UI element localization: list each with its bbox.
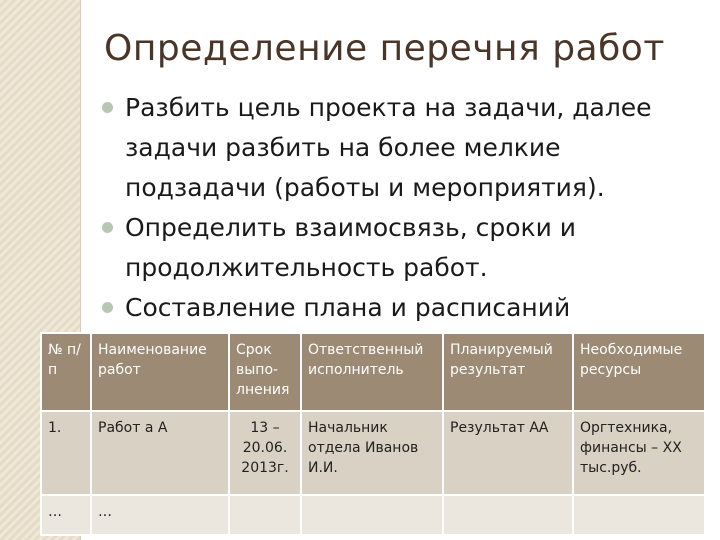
bullet-icon: [102, 102, 113, 113]
table-cell: [573, 495, 705, 535]
works-table: [40, 332, 706, 536]
bullet-text: Разбить цель проекта на задачи, далее задачи разбить на более мелкие подзадачи (работы и мероприятия).: [125, 93, 652, 202]
bullet-list: [100, 88, 700, 328]
table-cell: Результат АА: [443, 411, 573, 495]
bullet-icon: [102, 222, 113, 233]
table-cell: [443, 495, 573, 535]
bullet-item: [100, 288, 700, 328]
table-header-row: [41, 333, 705, 411]
bullet-icon: [102, 302, 113, 313]
bullet-item: [100, 88, 700, 208]
header-cell-name: Наименование работ: [91, 333, 229, 411]
header-cell-result: Планируемый результат: [443, 333, 573, 411]
header-cell-number: № п/п: [41, 333, 91, 411]
table-cell: …: [41, 495, 91, 535]
header-cell-resources: Необходимые ресурсы: [573, 333, 705, 411]
table-cell: Работ а А: [91, 411, 229, 495]
bullet-text: Определить взаимосвязь, сроки и продолжительность работ.: [125, 213, 577, 282]
bullet-text: Составление плана и расписаний: [125, 293, 571, 322]
table-cell: [229, 495, 301, 535]
table-cell: 1.: [41, 411, 91, 495]
table-row: [41, 495, 705, 535]
table-cell: Оргтехника, финансы – ХХ тыс.руб.: [573, 411, 705, 495]
table-cell: …: [91, 495, 229, 535]
header-cell-deadline: Срок выпо-лнения: [229, 333, 301, 411]
table-cell: 13 – 20.06. 2013г.: [229, 411, 301, 495]
bullet-item: [100, 208, 700, 288]
table-cell: Начальник отдела Иванов И.И.: [301, 411, 443, 495]
table-row: [41, 411, 705, 495]
slide-title: Определение перечня работ: [104, 28, 665, 69]
table-cell: [301, 495, 443, 535]
header-cell-responsible: Ответственный исполнитель: [301, 333, 443, 411]
